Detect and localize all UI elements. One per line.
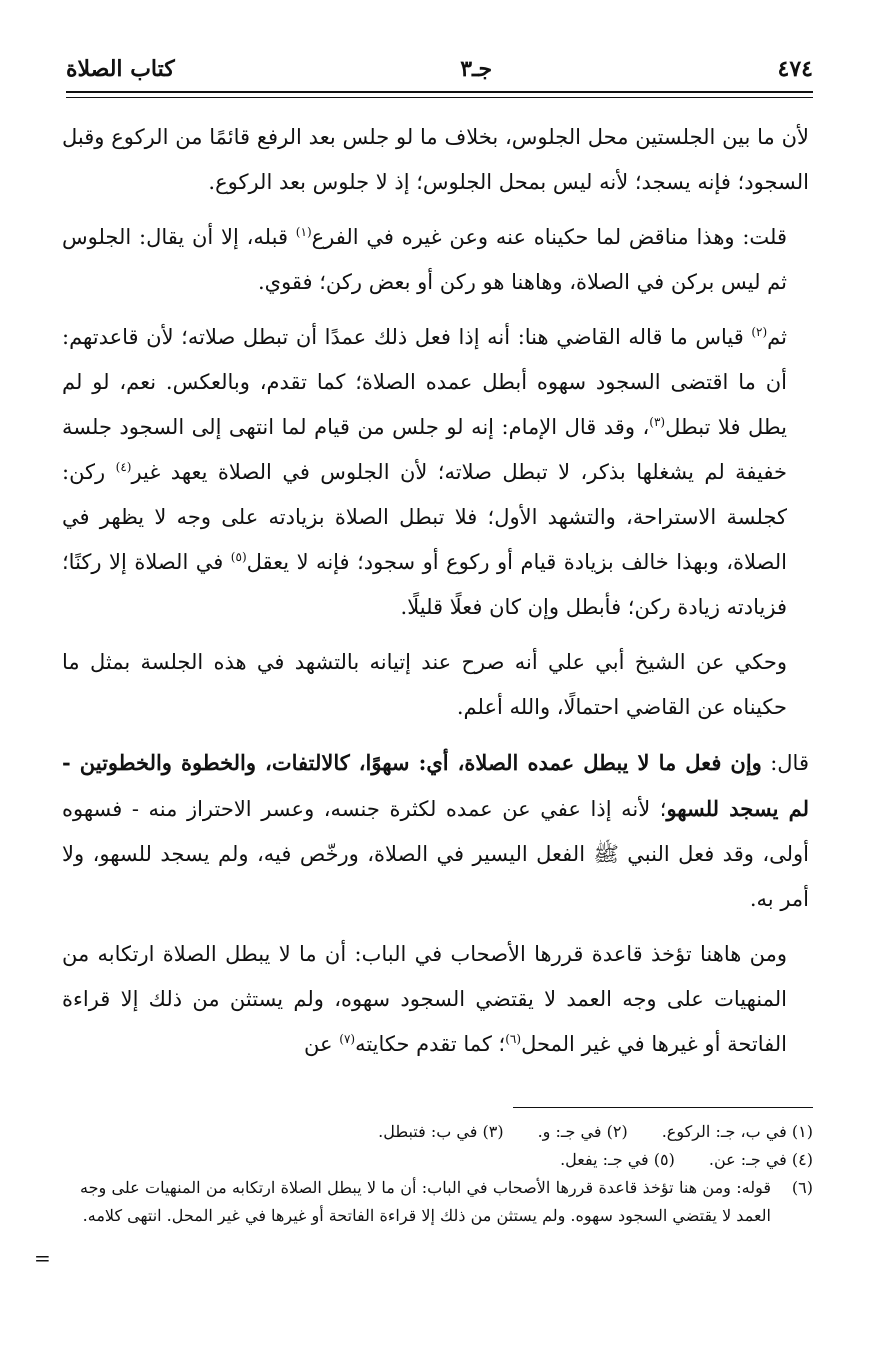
header-rule-thin: [66, 97, 813, 98]
p3-text-e: في الصلاة إلا ركنًا؛ فزيادته زيادة ركن؛ فأبطل وإن كان فعلًا قليلًا.: [62, 550, 787, 619]
footnote-ref-1: (١): [295, 225, 312, 239]
p6-text-b: ؛ كما تقدم حكايته: [355, 1032, 506, 1056]
footnote-4-text: في جـ: عن.: [708, 1150, 787, 1169]
p5-text-a: قال:: [761, 751, 809, 775]
footnote-line-1: [80, 1118, 813, 1146]
p1-text: لأن ما بين الجلستين محل الجلوس، بخلاف ما لو جلس بعد الرفع قائمًا من الركوع وقبل السجود؛ فإنه يسجد؛ لأنه ليس بمحل الجلوس؛ إذ لا جلوس بعد الركوع.: [62, 125, 809, 194]
footnote-ref-2: (٢): [751, 325, 768, 339]
paragraph-6: [62, 932, 809, 1067]
footnote-ref-4: (٤): [115, 460, 132, 474]
footnote-6-number: (٦): [791, 1178, 813, 1197]
page-number: ٤٧٤: [777, 56, 813, 82]
p6-text-c: عن: [304, 1032, 340, 1056]
footnote-3-number: (٣): [482, 1122, 504, 1141]
footnote-2: [538, 1118, 628, 1146]
footnote-4-number: (٤): [791, 1150, 813, 1169]
p5-bold-matn: وإن فعل ما لا يبطل عمده الصلاة، أي: سهوًا، كالالتفات، والخطوة والخطوتين - لم يسجد للسهو: [62, 750, 809, 821]
p3-text-b: قياس ما قاله القاضي هنا: أنه إذا فعل ذلك عمدًا أن تبطل صلاته؛ لأن قاعدتهم: أن ما اقتضى السجود سهوه أبطل عمده الصلاة؛ كما تقدم، وبالعكس. نعم، لو لم يطل فلا تبطل: [62, 325, 787, 439]
paragraph-2: [62, 215, 809, 305]
volume-label: جـ٣: [460, 56, 493, 82]
main-text: [62, 115, 809, 1077]
p5-text-b: ؛ لأنه إذا عفي عن عمده لكثرة جنسه، وعسر الاحتراز منه - فسهوه أولى، وقد فعل النبي ﷺ الفعل اليسير في الصلاة، ورخّص فيه، ولم يسجد للسهو، ولا أمر به.: [62, 797, 809, 911]
footnote-2-number: (٢): [606, 1122, 628, 1141]
footnote-3: [378, 1118, 503, 1146]
footnote-1: [662, 1118, 813, 1146]
p4-text: وحكي عن الشيخ أبي علي أنه صرح عند إتيانه بالتشهد في هذه الجلسة بمثل ما حكيناه عن القاضي احتمالًا، والله أعلم.: [62, 650, 787, 719]
paragraph-3: [62, 315, 809, 630]
footnote-separator: [513, 1107, 813, 1108]
p2-text-b: قبله، إلا أن يقال: الجلوس ثم ليس بركن في الصلاة، وهاهنا هو ركن أو بعض ركن؛ فقوي.: [62, 225, 787, 294]
footnote-1-number: (١): [791, 1122, 813, 1141]
p3-text-a: ثم: [767, 325, 787, 349]
footnote-ref-7: (٧): [339, 1032, 356, 1046]
p3-text-c: ، وقد قال الإمام: إنه لو جلس من قيام لما انتهى إلى السجود جلسة خفيفة لم يشغلها بذكر، لا تبطل صلاته؛ لأن الجلوس في الصلاة يعهد غير: [62, 415, 787, 484]
p3-text-d: ركن: كجلسة الاستراحة، والتشهد الأول؛ فلا تبطل الصلاة بزيادته على وجه لا يظهر في الصلاة، وبهذا خالف بزيادة قيام أو ركوع أو سجود؛ فإنه لا يعقل: [62, 460, 787, 574]
footnote-6: [80, 1174, 813, 1230]
footnote-5: [560, 1146, 675, 1174]
footnote-1-text: في ب، جـ: الركوع.: [661, 1122, 787, 1141]
p6-text-a: ومن هاهنا تؤخذ قاعدة قررها الأصحاب في الباب: أن ما لا يبطل الصلاة ارتكابه من المنهيات على وجه العمد لا يقتضي السجود سهوه، ولم يستثن من ذلك إلا قراءة الفاتحة أو غيرها في غير المحل: [62, 942, 787, 1056]
paragraph-5: [62, 740, 809, 922]
paragraph-4: [62, 640, 809, 730]
footnote-3-text: في ب: فتبطل.: [378, 1122, 478, 1141]
footnote-ref-3: (٣): [649, 415, 666, 429]
footnote-2-text: في جـ: و.: [537, 1122, 602, 1141]
p2-text-a: قلت: وهذا مناقض لما حكيناه عنه وعن غيره في الفرع: [311, 225, 788, 249]
book-title: كتاب الصلاة: [66, 56, 175, 82]
page-header: [66, 50, 813, 88]
footnote-6-text: قوله: ومن هنا تؤخذ قاعدة قررها الأصحاب في الباب: أن ما لا يبطل الصلاة ارتكابه من المنهيات على وجه العمد لا يقتضي السجود سهوه. ولم يستثن من ذلك إلا قراءة الفاتحة أو غيرها في غير المحل. انتهى كلامه.: [80, 1178, 771, 1225]
footnote-line-2: [80, 1146, 813, 1174]
footnote-4: [709, 1146, 813, 1174]
footnote-ref-5: (٥): [230, 550, 247, 564]
footnote-5-number: (٥): [653, 1150, 675, 1169]
footnote-ref-6: (٦): [505, 1032, 522, 1046]
header-rule-thick: [66, 91, 813, 93]
continuation-mark: =: [34, 1246, 51, 1270]
footnote-5-text: في جـ: يفعل.: [560, 1150, 649, 1169]
paragraph-1: [62, 115, 809, 205]
footnotes: [80, 1118, 813, 1230]
